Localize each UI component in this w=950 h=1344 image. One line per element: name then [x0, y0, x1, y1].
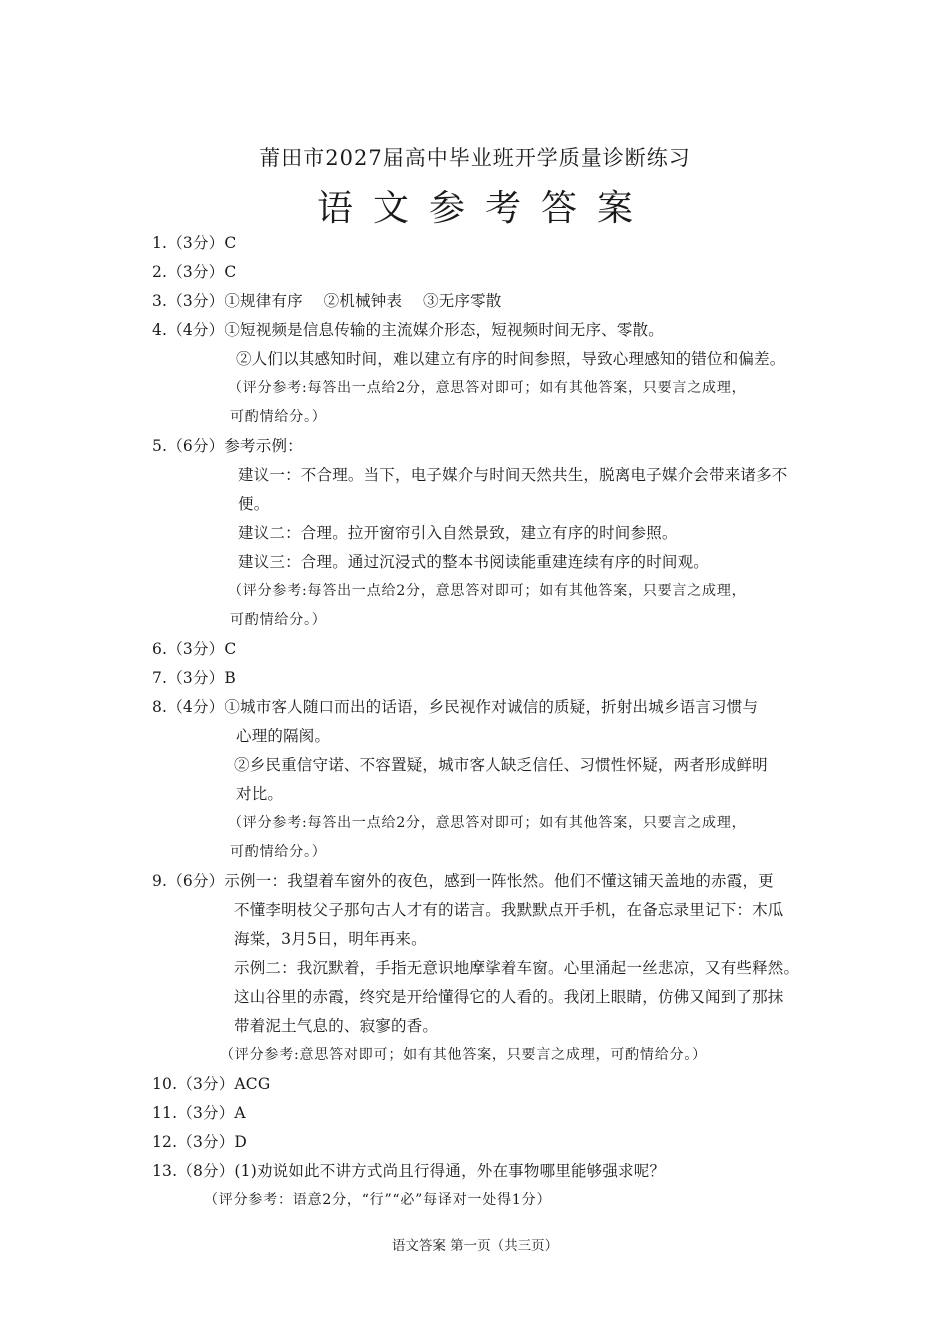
answer-line-10: 10.（3分）ACG — [152, 1075, 271, 1093]
example-1-cont-2: 海棠，3月5日，明年再来。 — [234, 930, 427, 948]
scoring-note: （评分参考:每答出一点给2分，意思答对即可；如有其他答案，只要言之成理， — [228, 815, 747, 831]
example-2-cont-2: 带着泥土气息的、寂寥的香。 — [234, 1017, 439, 1035]
answer-line-13: 13.（8分）(1)劝说如此不讲方式尚且行得通，外在事物哪里能够强求呢？ — [152, 1162, 666, 1180]
scoring-note-cont: 可酌情给分。） — [230, 844, 327, 860]
suggestion-2: 建议二：合理。拉开窗帘引入自然景致，建立有序的时间参照。 — [238, 524, 678, 542]
answer-line-4-point-2: ②人们以其感知时间，难以建立有序的时间参照，导致心理感知的错位和偏差。 — [236, 350, 786, 368]
answer-line-7: 7.（3分）B — [152, 669, 236, 687]
example-2-cont: 这山谷里的赤霞，终究是开给懂得它的人看的。我闭上眼睛，仿佛又闻到了那抹 — [234, 988, 784, 1006]
answer-line-9: 9.（6分）示例一：我望着车窗外的夜色，感到一阵怅然。他们不懂这铺天盖地的赤霞，更 — [152, 872, 774, 890]
answer-line-12: 12.（3分）D — [152, 1133, 248, 1151]
page-title: 语文参考答案 — [316, 188, 653, 229]
suggestion-1-cont: 便。 — [238, 495, 270, 513]
example-1-cont: 不懂李明枝父子那句古人才有的诺言。我默默点开手机，在备忘录里记下：木瓜 — [234, 901, 784, 919]
exam-subtitle: 莆田市2027届高中毕业班开学质量诊断练习 — [259, 146, 691, 170]
answer-line-8-cont: 心理的隔阂。 — [236, 727, 331, 745]
scoring-note: （评分参考:每答出一点给2分，意思答对即可；如有其他答案，只要言之成理， — [228, 583, 747, 599]
answer-line-6: 6.（3分）C — [152, 640, 237, 658]
page-footer: 语文答案 第一页（共三页） — [391, 1238, 559, 1254]
answer-line-4: 4.（4分）①短视频是信息传输的主流媒介形态，短视频时间无序、零散。 — [152, 321, 664, 339]
scoring-note: （评分参考:每答出一点给2分，意思答对即可；如有其他答案，只要言之成理， — [228, 380, 747, 396]
example-2: 示例二：我沉默着，手指无意识地摩挲着车窗。心里涌起一丝悲凉，又有些释然。 — [234, 959, 800, 977]
scoring-note-cont: 可酌情给分。） — [230, 409, 327, 425]
answer-line-8-point-2-cont: 对比。 — [236, 785, 284, 803]
answer-line-3: 3.（3分）①规律有序 ②机械钟表 ③无序零散 — [152, 292, 502, 310]
suggestion-1: 建议一：不合理。当下，电子媒介与时间天然共生，脱离电子媒介会带来诸多不 — [238, 466, 788, 484]
answer-line-5: 5.（6分）参考示例： — [152, 437, 303, 455]
scoring-note: （评分参考:意思答对即可；如有其他答案，只要言之成理，可酌情给分。） — [220, 1047, 707, 1063]
suggestion-3: 建议三：合理。通过沉浸式的整本书阅读能重建连续有序的时间观。 — [238, 553, 710, 571]
answer-line-2: 2.（3分）C — [152, 263, 237, 281]
scoring-note-cont: 可酌情给分。） — [230, 612, 327, 628]
answer-line-8: 8.（4分）①城市客人随口而出的话语，乡民视作对诚信的质疑，折射出城乡语言习惯与 — [152, 698, 759, 716]
answer-line-1: 1.（3分）C — [152, 234, 237, 252]
answer-line-11: 11.（3分）A — [152, 1104, 246, 1122]
answer-line-8-point-2: ②乡民重信守诺、不容置疑，城市客人缺乏信任、习惯性怀疑，两者形成鲜明 — [234, 756, 768, 774]
scoring-note: （评分参考：语意2分，“行”“必”每译对一处得1分） — [204, 1192, 552, 1208]
